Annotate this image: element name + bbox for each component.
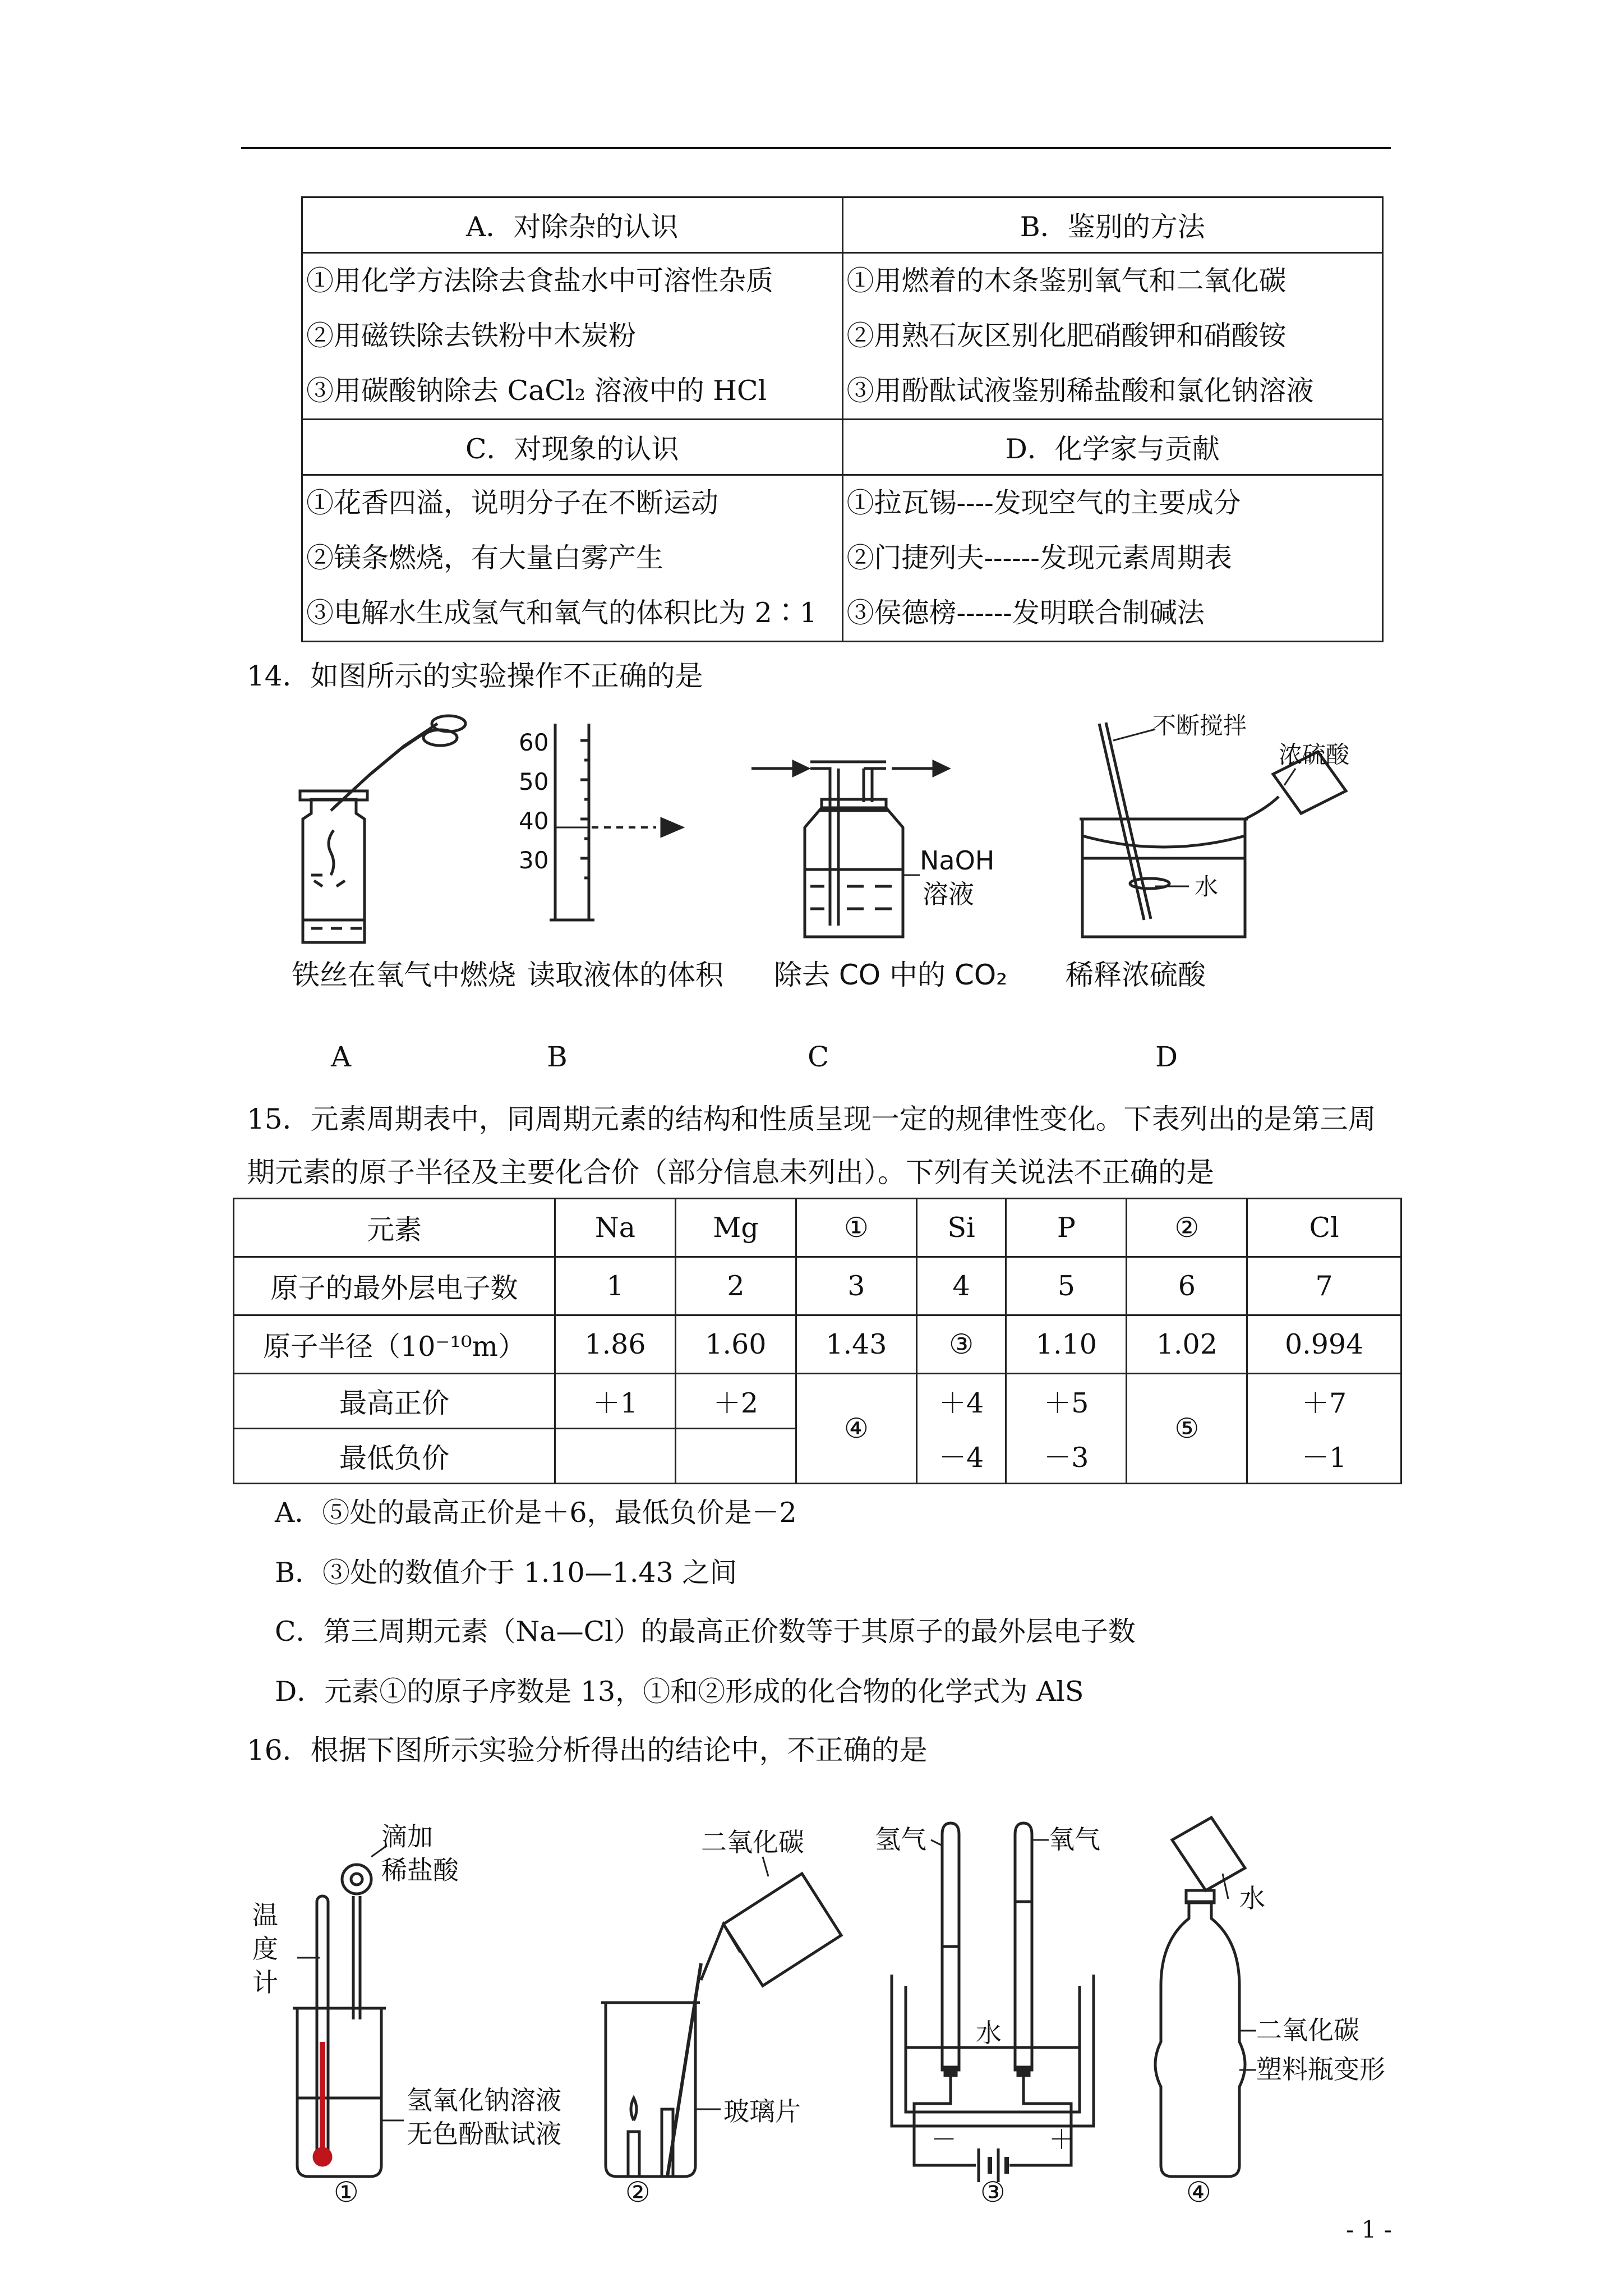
b-item-1: ①用燃着的木条鉴别氧气和二氧化碳 <box>846 265 1287 297</box>
sol-label-1: 氢氧化钠溶液 <box>407 2085 561 2115</box>
electrons-cl: 7 <box>1247 1257 1401 1315</box>
drop-label-2: 稀盐酸 <box>381 1855 459 1885</box>
q15-option-d: D．元素①的原子序数是 13，①和②形成的化合物的化学式为 AlS <box>275 1676 1084 1708</box>
valence-p-max: ＋5 <box>1006 1374 1127 1429</box>
cylinder-tick-60: 60 <box>519 729 549 756</box>
candle-co2-figure <box>601 1857 841 2177</box>
caption-c: 除去 CO 中的 CO₂ <box>774 959 1008 991</box>
q15-option-a: A．⑤处的最高正价是＋6，最低负价是－2 <box>275 1497 797 1529</box>
valence-cl-max: ＋7 <box>1247 1374 1401 1429</box>
h2-label: 氢气 <box>875 1824 926 1855</box>
q16-stem: 16．根据下图所示实验分析得出的结论中，不正确的是 <box>247 1734 928 1766</box>
deform-label: 塑料瓶变形 <box>1256 2054 1385 2085</box>
thermo-char-1: 温 <box>252 1900 278 1930</box>
valence-max-label: 最高正价 <box>234 1374 555 1429</box>
valence-unknown2: ⑤ <box>1127 1374 1247 1484</box>
cell-d-title: D．化学家与贡献 <box>842 420 1383 475</box>
o2-label: 氧气 <box>1049 1824 1100 1855</box>
q15-option-b: B．③处的数值介于 1.10—1.43 之间 <box>275 1557 737 1589</box>
cylinder-tick-30: 30 <box>519 846 549 874</box>
hdr-element: 元素 <box>234 1199 555 1257</box>
electrons-unknown2: 6 <box>1127 1257 1247 1315</box>
valence-na-min-empty <box>555 1429 676 1484</box>
water-label-3: 水 <box>976 2018 1002 2048</box>
row-electrons-label: 原子的最外层电子数 <box>234 1257 555 1315</box>
electrons-na: 1 <box>555 1257 676 1315</box>
hdr-cl: Cl <box>1247 1199 1401 1257</box>
cell-b-body <box>842 253 1383 420</box>
naoh-label: NaOH <box>920 845 995 876</box>
plus-label: ＋ <box>1049 2124 1075 2155</box>
hdr-na: Na <box>555 1199 676 1257</box>
hdr-unknown1: ① <box>796 1199 916 1257</box>
valence-unknown1: ④ <box>796 1374 916 1484</box>
q15-stem-line1: 15．元素周期表中，同周期元素的结构和性质呈现一定的规律性变化。下表列出的是第三周 <box>247 1103 1376 1135</box>
b-item-3: ③用酚酞试液鉴别稀盐酸和氯化钠溶液 <box>846 375 1314 407</box>
fig3-number: ③ <box>980 2176 1006 2208</box>
hdr-p: P <box>1006 1199 1127 1257</box>
electrons-si: 4 <box>916 1257 1006 1315</box>
glass-plate-label: 玻璃片 <box>723 2096 801 2127</box>
valence-min-label: 最低负价 <box>234 1429 555 1484</box>
cell-b-title: B．鉴别的方法 <box>842 197 1383 253</box>
co2-gas-label: 二氧化碳 <box>701 1827 804 1857</box>
caption-d: 稀释浓硫酸 <box>1066 959 1206 991</box>
fig4-number: ④ <box>1186 2176 1211 2208</box>
valence-mg-min-empty <box>675 1429 796 1484</box>
plastic-bottle-figure <box>1155 1818 1256 2177</box>
caption-a: 铁丝在氧气中燃烧 <box>292 959 516 991</box>
q14-figures <box>269 707 1447 999</box>
acid-label: 浓硫酸 <box>1279 741 1350 769</box>
gas-washing-figure <box>751 762 948 937</box>
cell-a-body <box>302 253 843 420</box>
c-item-2: ②镁条燃烧，有大量白雾产生 <box>306 542 664 574</box>
period3-elements-table <box>233 1198 1402 1484</box>
c-item-1: ①花香四溢，说明分子在不断运动 <box>306 487 719 519</box>
radius-cl: 0.994 <box>1247 1315 1401 1374</box>
co2-label-4: 二氧化碳 <box>1256 2015 1359 2045</box>
hdr-unknown2: ② <box>1127 1199 1247 1257</box>
radius-unknown1: 1.43 <box>796 1315 916 1374</box>
water-label-d: 水 <box>1195 873 1219 900</box>
cylinder-tick-40: 40 <box>519 807 549 835</box>
iron-burning-figure <box>300 716 465 942</box>
fig1-number: ① <box>334 2176 359 2208</box>
letter-b: B <box>547 1041 568 1073</box>
thermo-char-2: 度 <box>252 1934 278 1964</box>
q16-figures <box>241 1806 1408 2216</box>
thermometer-beaker-figure <box>293 1846 404 2177</box>
cell-a-title: A．对除杂的认识 <box>302 197 843 253</box>
valence-cl-min: －1 <box>1247 1429 1401 1484</box>
solution-label: 溶液 <box>923 879 974 909</box>
valence-p-min: －3 <box>1006 1429 1127 1484</box>
radius-unknown2: 1.02 <box>1127 1315 1247 1374</box>
electrons-unknown1: 3 <box>796 1257 916 1315</box>
radius-mg: 1.60 <box>675 1315 796 1374</box>
header-rule <box>241 147 1391 149</box>
a-item-2: ②用磁铁除去铁粉中木炭粉 <box>306 320 637 352</box>
d-item-2: ②门捷列夫------发现元素周期表 <box>846 542 1232 574</box>
valence-mg: ＋2 <box>675 1374 796 1429</box>
letter-d: D <box>1155 1041 1178 1073</box>
letter-c: C <box>808 1041 829 1073</box>
electrons-p: 5 <box>1006 1257 1127 1315</box>
letter-a: A <box>331 1041 352 1073</box>
a-item-1: ①用化学方法除去食盐水中可溶性杂质 <box>306 265 774 297</box>
cell-c-title: C．对现象的认识 <box>302 420 843 475</box>
q14-stem: 14．如图所示的实验操作不正确的是 <box>247 660 703 692</box>
radius-na: 1.86 <box>555 1315 676 1374</box>
sol-label-2: 无色酚酞试液 <box>407 2119 561 2149</box>
cylinder-figure <box>550 724 681 920</box>
c-item-3: ③电解水生成氢气和氧气的体积比为 2∶1 <box>306 597 817 629</box>
valence-si-max: ＋4 <box>916 1374 1006 1429</box>
valence-na: ＋1 <box>555 1374 676 1429</box>
water-label-4: 水 <box>1239 1883 1265 1913</box>
valence-si-min: －4 <box>916 1429 1006 1484</box>
q15-option-c: C．第三周期元素（Na—Cl）的最高正价数等于其原子的最外层电子数 <box>275 1616 1136 1648</box>
row-radius-label: 原子半径（10⁻¹⁰m） <box>234 1315 555 1374</box>
radius-p: 1.10 <box>1006 1315 1127 1374</box>
hdr-si: Si <box>916 1199 1006 1257</box>
page-number: - 1 - <box>1346 2216 1392 2243</box>
cell-d-body <box>842 475 1383 642</box>
electrons-mg: 2 <box>675 1257 796 1315</box>
cylinder-tick-50: 50 <box>519 768 549 795</box>
d-item-3: ③侯德榜------发明联合制碱法 <box>846 597 1205 629</box>
fig2-number: ② <box>625 2176 651 2208</box>
stir-label: 不断搅拌 <box>1152 712 1247 739</box>
d-item-1: ①拉瓦锡----发现空气的主要成分 <box>846 487 1241 519</box>
b-item-2: ②用熟石灰区别化肥硝酸钾和硝酸铵 <box>846 320 1287 352</box>
minus-label: － <box>931 2124 957 2155</box>
a-item-3: ③用碳酸钠除去 CaCl₂ 溶液中的 HCl <box>306 375 767 407</box>
q15-stem-line2: 期元素的原子半径及主要化合价（部分信息未列出）。下列有关说法不正确的是 <box>247 1156 1214 1189</box>
thermo-char-3: 计 <box>252 1967 278 1998</box>
cell-c-body <box>302 475 843 642</box>
knowledge-summary-table <box>301 196 1384 642</box>
drop-label-1: 滴加 <box>381 1821 433 1852</box>
hdr-mg: Mg <box>675 1199 796 1257</box>
caption-b: 读取液体的体积 <box>527 959 723 991</box>
radius-si: ③ <box>916 1315 1006 1374</box>
